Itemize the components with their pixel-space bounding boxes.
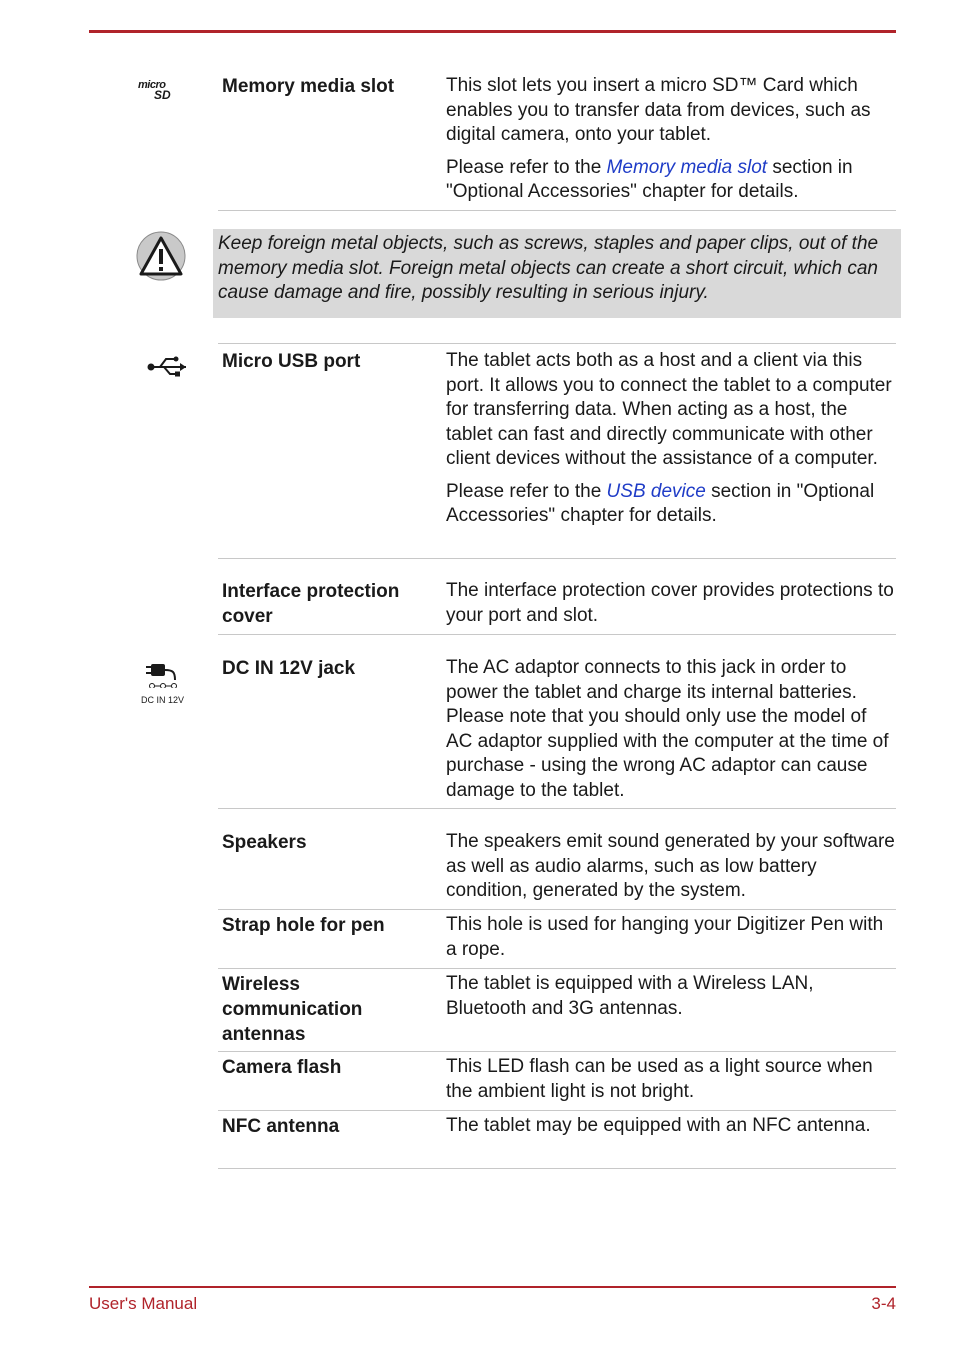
row-camera-flash xyxy=(218,1055,896,1111)
term-strap-hole: Strap hole for pen xyxy=(222,915,385,936)
warning-text: Keep foreign metal objects, such as screws, staples and paper clips, out of the memory media slot. Foreign metal objects can create a short circuit, which can cause damage and fire, possibly resulting in serious injury. xyxy=(218,233,879,303)
warning-box xyxy=(213,229,901,318)
desc-dc-in-jack xyxy=(446,656,896,811)
ref-suffix: section in "Optional Accessories" chapter for details. xyxy=(446,156,853,202)
desc-speakers xyxy=(446,830,896,912)
desc-wireless-antennas xyxy=(446,972,896,1029)
term-camera-flash: Camera flash xyxy=(222,1057,342,1078)
header-rule xyxy=(89,30,896,33)
term-micro-usb-port: Micro USB port xyxy=(222,351,361,372)
desc-text: The tablet is equipped with a Wireless LAN, Bluetooth and 3G antennas. xyxy=(446,973,814,1019)
micro-sd-logo-top: micro xyxy=(138,79,166,91)
desc-text: This hole is used for hanging your Digitizer Pen with a rope. xyxy=(446,914,884,960)
row-speakers xyxy=(218,830,896,910)
desc-text: This LED flash can be used as a light source when the ambient light is not bright. xyxy=(446,1056,873,1102)
term-nfc-antenna: NFC antenna xyxy=(222,1116,340,1137)
desc-text: The tablet may be equipped with an NFC antenna. xyxy=(446,1115,871,1136)
warning-icon xyxy=(135,230,187,282)
term-wireless-antennas: Wireless communication antennas xyxy=(222,974,363,1045)
row-strap-hole xyxy=(218,913,896,969)
footer-page-number: 3-4 xyxy=(871,1294,896,1313)
footer-rule xyxy=(89,1286,896,1288)
ref-prefix: Please refer to the xyxy=(446,156,607,178)
desc-memory-media-slot xyxy=(446,74,896,213)
desc-text: The interface protection cover provides protections to your port and slot. xyxy=(446,580,894,626)
desc-strap-hole xyxy=(446,913,896,970)
row-micro-usb-port xyxy=(218,343,896,559)
desc-text: The tablet acts both as a host and a client via this port. It allows you to connect the tablet to a computer for transferring data. When acting as a host, the tablet can fast and directly communicate with other client devices without the assistance of a computer. xyxy=(446,350,892,469)
memory-media-slot-link[interactable]: Memory media slot xyxy=(606,156,768,178)
term-memory-media-slot: Memory media slot xyxy=(222,76,395,97)
desc-text: The AC adaptor connects to this jack in order to power the tablet and charge its internal batteries. Please note that you should only use the model of AC adaptor supplied with the computer at the time of purchase - using the wrong AC adaptor can cause damage to the tablet. xyxy=(446,657,889,801)
usb-device-link[interactable]: USB device xyxy=(606,480,706,502)
micro-sd-logo-bottom: SD xyxy=(154,88,171,102)
desc-nfc-antenna xyxy=(446,1114,896,1147)
micro-sd-icon xyxy=(138,80,178,102)
row-dc-in-jack xyxy=(218,656,896,809)
term-speakers: Speakers xyxy=(222,832,307,853)
desc-reference xyxy=(446,480,896,529)
dc-in-icon xyxy=(141,660,187,705)
row-wireless-antennas xyxy=(218,972,896,1052)
ref-prefix: Please refer to the xyxy=(446,480,607,502)
desc-camera-flash xyxy=(446,1055,896,1112)
desc-interface-protection-cover xyxy=(446,579,896,636)
row-interface-protection-cover xyxy=(218,579,896,635)
term-interface-protection-cover: Interface protection cover xyxy=(222,581,400,627)
desc-micro-usb-port xyxy=(446,349,896,537)
row-nfc-antenna xyxy=(218,1114,896,1169)
usb-icon xyxy=(146,354,190,378)
desc-reference xyxy=(446,156,896,205)
ref-suffix: section in "Optional Accessories" chapter for details. xyxy=(446,480,875,526)
desc-text: This slot lets you insert a micro SD™ Card which enables you to transfer data from devices, such as digital camera, onto your tablet. xyxy=(446,75,871,145)
row-memory-media-slot xyxy=(218,74,896,211)
dc-in-label: DC IN 12V xyxy=(141,695,185,705)
footer-manual-title: User's Manual xyxy=(89,1294,198,1313)
desc-text: The speakers emit sound generated by your software as well as audio alarms, such as low battery condition, generated by the system. xyxy=(446,831,895,901)
term-dc-in-jack: DC IN 12V jack xyxy=(222,658,356,679)
